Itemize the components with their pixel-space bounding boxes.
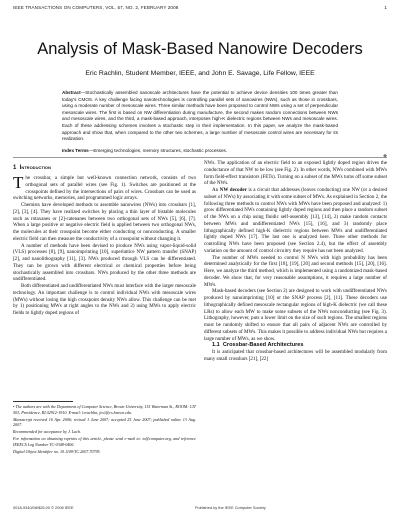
page-footer (13, 505, 387, 510)
intro-paragraph-2: Chemists have developed methods to assemble nanowires (NWs) into crossbars [1], [2], [3], [4]. They have realized switches by placing a thin layer of bistable molecules such as rotaxanes or [2]-catenanes between two orthogonal sets of NWs [5], [6], [7]. When a large positive or negative electric field is applied between two orthogonal NWs, the molecules at their crosspoint become either conducting or nonconducting. A smaller electric field can then measure the conductivity of a crosspoint without changing it. (13, 202, 196, 242)
running-header (13, 5, 387, 10)
intro-paragraph-3: A number of methods have been devised to produce NWs using vapor-liquid-solid (VLS) processes [8], [9], nanoimprinting [10], superlattice NW pattern transfer (SNAP) [2], and nanolithography [11], [3]. NWs produced through VLS can be differentiated. They can be grown with different electrical or chemical properties before being stochastically assembled into crossbars. NWs produced by the other three methods are undifferentiated. (13, 242, 196, 283)
section-heading (13, 165, 51, 171)
copyright: 0018-9340/08/$25.00 © 2008 IEEE (13, 505, 74, 510)
left-column (13, 175, 196, 317)
drop-cap: T (13, 173, 24, 192)
nw-decoder-term: NW decoder (219, 187, 247, 193)
right-column (204, 160, 387, 363)
author-line: Eric Rachlin, Student Member, IEEE, and John E. Savage, Life Fellow, IEEE (85, 70, 315, 77)
body-paragraph-3: The number of MWs needed to control N NWs with high probability has been determined analytically for the first [18], [19], [20] and second methods [15], [20], [16]. Here, we analyze the third method, which is implemented using a randomized mask-based decoder. We show that, for very reasonable assumptions, it requires a large number of MWs. (204, 254, 387, 288)
footnote-manuscript: Manuscript received 16 Apr. 2006; revised 1 June 2007; accepted 25 June 2007; published online 13 Aug. 2007. (13, 416, 196, 428)
subsection-heading: 1.1 Crossbar-Based Architectures (212, 342, 304, 349)
section-number: 1 (13, 165, 17, 171)
section-title: Introduction (19, 165, 51, 171)
footnote-acceptance: Recommended for acceptance by J. Lach. (13, 429, 82, 435)
body-paragraph-1: NWs. The application of an electric field to an exposed lightly doped region drives the conductance of that NW to be low (see Fig. 2). In other words, NWs combined with MWs form field-effect transistors (FETs). Turning on a subset of the MWs turns off some subset of the NWs. (204, 160, 387, 187)
page-number: 1 (384, 5, 387, 10)
footnote-doi: Digital Object Identifier no. 10.1109/TC.2007.70795. (13, 449, 101, 455)
footnote-reprints: For information on obtaining reprints of this article, please send e-mail to: tc@computer.org, and reference IEEECS Log Number TC-0348-0406. (13, 436, 196, 448)
intro-paragraph-1: The crossbar, a simple but well-known connection network, consists of two orthogonal sets of parallel wires (see Fig. 1). Switches are positioned at the crosspoints defined by the intersections of pairs of wires. Crossbars can be used as switching networks, memories, and programmed logic arrays. (13, 173, 196, 202)
footnote-rule (13, 401, 73, 402)
body-paragraph-4: Mask-based decoders (see Section 2) are designed to work with undifferentiated NWs produced by nanoimprinting [10] or the SNAP process [2], [11]. These decoders use lithographically defined mesoscale rectangular regions of high-K dielectric (we call these LRs) to allow each MW to make some subsets of the NWs nonconducting (see Fig. 3). Lithography, however, puts a lower limit on the size of such regions. The smallest regions must be randomly shifted to ensure that all pairs of adjacent NWs are controlled by different subsets of MWs. This makes it possible to address individual NWs but requires a large number of MWs, as we show. (204, 288, 387, 342)
abstract-text: —Stochastically assembled nanoscale architectures have the potential to achieve device densities 100 times greater than today's CMOS. A key challenge facing nanotechnologies is controlling parallel sets of nanowires (NWs), such as those in crossbars, using a moderate number of mesoscale wires. Three similar methods have been proposed to control NWs using a set of perpendicular mesoscale wires. The first is based on NW differentiation during manufacture, the second makes random connections between NWs and mesoscale wires, and the third, a mask-based approach, interposes high-K dielectric regions between NWs and mesoscale wires. Each of these addressing schemes involves a stochastic step in their implementation. In this paper, we analyze the mask-based approach and show that, when compared to the other two schemes, a large number of mesoscale control wires are necessary for its realization. (62, 90, 338, 142)
publisher: Published by the IEEE Computer Society (194, 505, 266, 510)
section-divider (13, 157, 387, 158)
abstract-label: Abstract (62, 90, 81, 95)
paper-title: Analysis of Mask-Based Nanowire Decoders (37, 40, 363, 58)
index-terms (62, 148, 338, 153)
body-paragraph-2: An NW decoder is a circuit that addresses (leaves conducting) one NW (or a desired subset of NWs) by associating it with some subset of MWs. As explained in Section 2, the following three methods to control NWs with MWs have been proposed and analyzed: 1) grow differentiated NWs containing lightly doped regions and then place a random subset of the NWs on a chip using fluidic self-assembly [13], [14], 2) make random contacts between MWs and undifferentiated NWs [15], [16], and 3) randomly place lithographically defined high-K dielectric regions between MWs and undifferentiated lightly doped NWs [17]. The last one is analyzed here. Three other methods for controlling NWs have been proposed (see Section 2.4), but the effect of assembly variation on the amount of control circuitry they require has not been analyzed. (204, 187, 387, 254)
body-paragraph-5: It is anticipated that crossbar-based architectures will be assembled modularly from many small crossbars [21], [22] (204, 349, 387, 362)
abstract (62, 90, 338, 143)
journal-line: IEEE TRANSACTIONS ON COMPUTERS, VOL. 57, NO. 2, FEBRUARY 2008 (13, 5, 179, 10)
footnotes (13, 404, 196, 456)
intro-paragraph-4: Both differentiated and undifferentiated NWs must interface with the larger mesoscale technology. An important challenge is to control individual NWs with mesoscale wires (MWs) without losing the high crosspoint density NWs allow. This challenge can be met by 1) positioning MWs at right angles to the NWs and 2) using MWs to apply electric fields to lightly doped regions of (13, 283, 196, 316)
footnote-affiliation: • The authors are with the Department of Computer Science, Brown University, 115 Waterman St., ROOM: CIT 503, Providence, RI 02912-1910. E-mail: {erachlin, jes}@cs.brown.edu. (13, 404, 196, 415)
index-terms-text: —Emerging technologies, memory structures, stochastic processes. (88, 148, 228, 153)
index-terms-label: Index Terms (62, 148, 89, 153)
divider-marker: ◆ (383, 153, 387, 159)
